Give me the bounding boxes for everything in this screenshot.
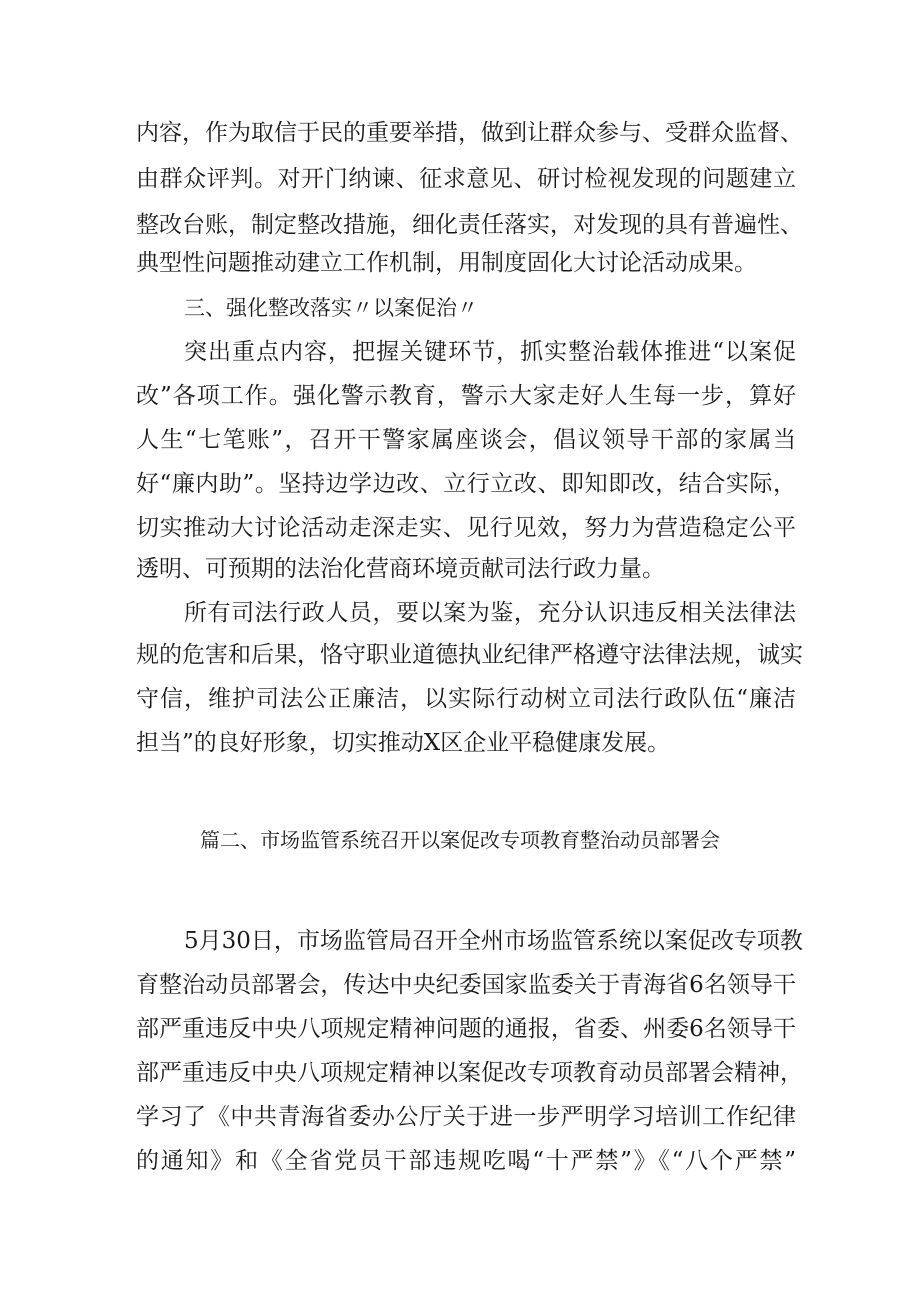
paragraph4-line: 部严重违反中央八项规定精神以案促改专项教育动员部署会精神， <box>136 1060 803 1086</box>
article-title: 篇二、市场监管系统召开以案促改专项教育整治动员部署会 <box>200 828 720 852</box>
paragraph4-line: 育整治动员部署会，传达中央纪委国家监委关于青海省6名领导干 <box>136 972 796 998</box>
paragraph2-line: 透明、可预期的法治化营商环境贡献司法行政力量。 <box>136 556 665 582</box>
paragraph3-line: 担当”的良好形象，切实推动X区企业平稳健康发展。 <box>136 730 671 756</box>
paragraph2-line: 人生“七笔账”，召开干警家属座谈会，倡议领导干部的家属当 <box>136 427 796 453</box>
paragraph2-line: 好“廉内助”。坚持边学边改、立行立改、即知即改，结合实际， <box>136 471 796 497</box>
paragraph3-line: 守信，维护司法公正廉洁，以实际行动树立司法行政队伍“廉洁 <box>136 686 796 712</box>
paragraph1-line: 由群众评判。对开门纳谏、征求意见、研讨检视发现的问题建立 <box>136 166 796 192</box>
paragraph1-line: 内容，作为取信于民的重要举措，做到让群众参与、受群众监督、 <box>136 120 803 146</box>
paragraph2-line: 切实推动大讨论活动走深走实、见行见效，努力为营造稳定公平 <box>136 515 796 541</box>
paragraph2-line: 改”各项工作。强化警示教育，警示大家走好人生每一步，算好 <box>136 383 796 409</box>
paragraph3-line: 规的危害和后果，恪守职业道德执业纪律严格遵守法律法规，诚实 <box>136 642 803 668</box>
paragraph4-line: 学习了《中共青海省委办公厅关于进一步严明学习培训工作纪律 <box>136 1104 796 1130</box>
paragraph3-line: 所有司法行政人员，要以案为鉴，充分认识违反相关法律法 <box>184 600 796 626</box>
paragraph4-line: 5月30日，市场监管局召开全州市场监管系统以案促改专项教 <box>184 928 803 954</box>
paragraph1-line: 整改台账，制定整改措施，细化责任落实，对发现的具有普遍性、 <box>136 212 803 238</box>
paragraph1-line: 典型性问题推动建立工作机制，用制度固化大讨论活动成果。 <box>136 250 757 276</box>
paragraph2-line: 突出重点内容，把握关键环节，抓实整治载体推进“以案促 <box>184 339 796 365</box>
section-heading: 三、强化整改落实〃以案促治〃 <box>184 296 478 320</box>
paragraph4-line: 的通知》和《全省党员干部违规吃喝“十严禁”》《“八个严禁” <box>136 1148 796 1174</box>
paragraph4-line: 部严重违反中央八项规定精神问题的通报，省委、州委6名领导干 <box>136 1016 796 1042</box>
